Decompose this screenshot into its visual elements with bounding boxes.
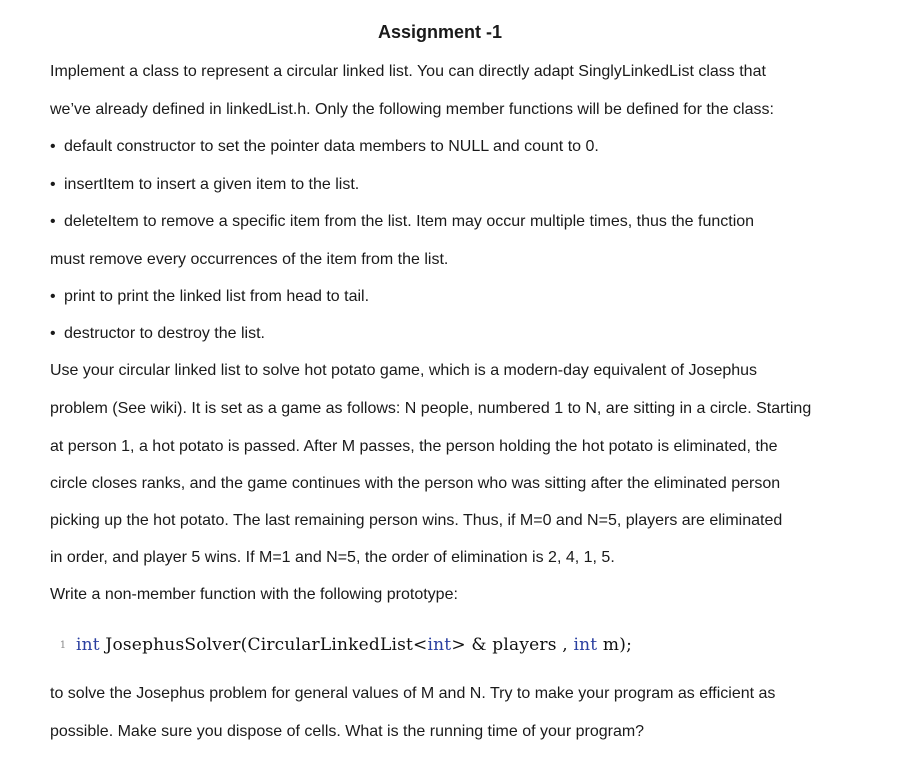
josephus-line-4: circle closes ranks, and the game continues with the person who was sitting after the eliminated person bbox=[50, 475, 781, 492]
bullet-icon: • bbox=[50, 138, 56, 155]
paragraph-line-1: Implement a class to represent a circular linked list. You can directly adapt SinglyLinkedList class that bbox=[50, 63, 766, 80]
paragraph-line-2: we’ve already defined in linkedList.h. Only the following member functions will be defined for the class: bbox=[50, 101, 774, 118]
josephus-line-1: Use your circular linked list to solve hot potato game, which is a modern-day equivalent of Josephus bbox=[50, 362, 758, 379]
closing-line-2: possible. Make sure you dispose of cells. What is the running time of your program? bbox=[50, 723, 645, 740]
bullet-item-print bbox=[50, 287, 369, 307]
bullet-text: default constructor to set the pointer data members to NULL and count to 0. bbox=[64, 138, 599, 155]
code-line-number: 1 bbox=[59, 640, 67, 651]
josephus-line-2: problem (See wiki). It is set as a game as follows: N people, numbered 1 to N, are sitting in a circle. Starting bbox=[50, 400, 812, 417]
josephus-line-6: in order, and player 5 wins. If M=1 and N=5, the order of elimination is 2, 4, 1, 5. bbox=[50, 549, 615, 566]
code-params: > & players , bbox=[451, 635, 574, 655]
bullet-text: deleteItem to remove a specific item from the list. Item may occur multiple times, thus the function bbox=[64, 213, 755, 230]
code-tail: m); bbox=[597, 635, 633, 655]
code-keyword-int-template: int bbox=[427, 635, 452, 655]
bullet-text: print to print the linked list from head to tail. bbox=[64, 288, 370, 305]
bullet-item-default-constructor bbox=[50, 137, 599, 157]
bullet-icon: • bbox=[50, 176, 56, 193]
bullet-item-delete-item bbox=[50, 212, 754, 232]
bullet-item-destructor bbox=[50, 324, 265, 344]
josephus-line-5: picking up the hot potato. The last remaining person wins. Thus, if M=0 and N=5, players are eliminated bbox=[50, 512, 783, 529]
code-function-signature: JosephusSolver(CircularLinkedList< bbox=[99, 635, 428, 655]
document-title: Assignment -1 bbox=[377, 22, 503, 42]
bullet-text: destructor to destroy the list. bbox=[64, 325, 265, 342]
code-keyword-int-param: int bbox=[573, 635, 598, 655]
bullet-icon: • bbox=[50, 213, 56, 230]
josephus-line-3: at person 1, a hot potato is passed. After M passes, the person holding the hot potato is eliminated, the bbox=[50, 438, 778, 455]
code-keyword-int: int bbox=[76, 635, 100, 655]
bullet-continuation-line: must remove every occurrences of the item from the list. bbox=[50, 251, 449, 268]
josephus-line-7: Write a non-member function with the following prototype: bbox=[50, 586, 458, 603]
bullet-text: insertItem to insert a given item to the list. bbox=[64, 176, 360, 193]
bullet-icon: • bbox=[50, 288, 56, 305]
closing-line-1: to solve the Josephus problem for general values of M and N. Try to make your program as efficient as bbox=[50, 685, 776, 702]
bullet-item-insert-item bbox=[50, 175, 359, 195]
code-prototype bbox=[50, 634, 632, 657]
bullet-icon: • bbox=[50, 325, 56, 342]
